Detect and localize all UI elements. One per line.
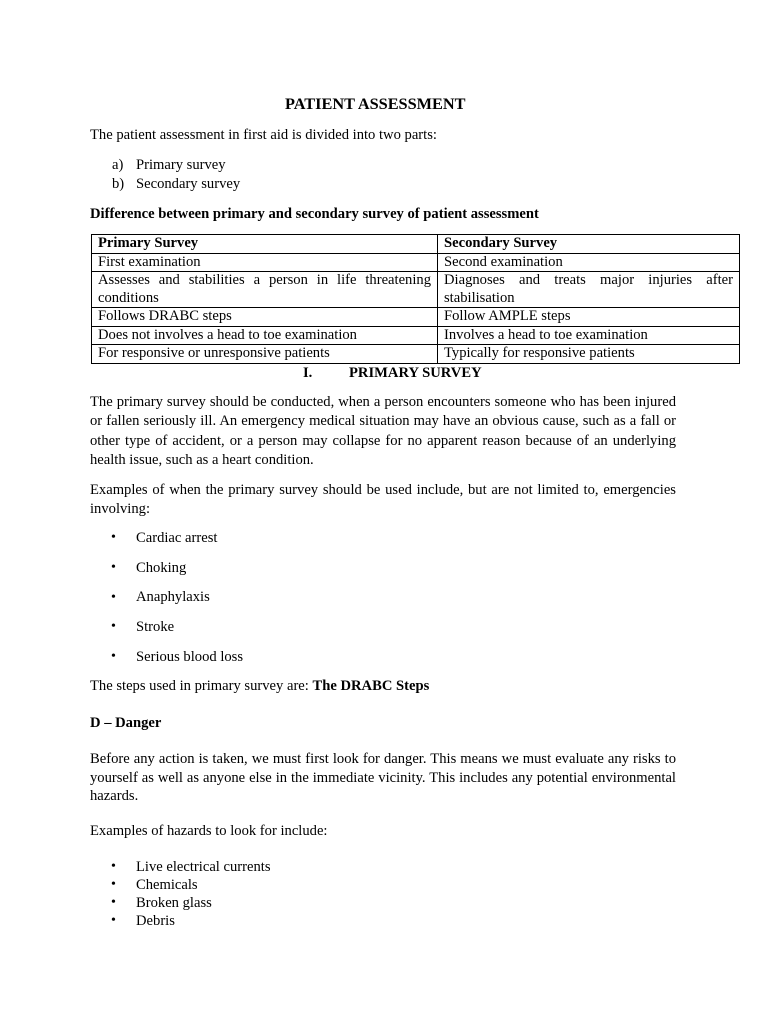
- bullet-icon: •: [111, 895, 116, 910]
- table-cell: Diagnoses and treats major injuries after stabilisation: [438, 272, 740, 308]
- table-row: [92, 326, 740, 345]
- table-row: [92, 308, 740, 327]
- list-item: Serious blood loss: [136, 649, 244, 665]
- danger-paragraph: Before any action is taken, we must first look for danger. This means we must evaluate any risks to yourself as well as anyone else in the immediate vicinity. This includes any potential environmental hazards.: [90, 751, 676, 804]
- table-cell: Follows DRABC steps: [92, 308, 438, 327]
- table-header-primary: Primary Survey: [92, 235, 438, 254]
- list-marker: a): [112, 157, 124, 173]
- bullet-icon: •: [111, 560, 116, 575]
- comparison-table: [91, 234, 740, 364]
- section-title: PRIMARY SURVEY: [349, 365, 482, 381]
- table-cell: Involves a head to toe examination: [438, 326, 740, 345]
- danger-heading: D – Danger: [90, 715, 162, 731]
- table-header-row: [92, 235, 740, 254]
- list-item: Primary survey: [136, 157, 226, 173]
- table-cell: For responsive or unresponsive patients: [92, 345, 438, 364]
- bullet-icon: •: [111, 877, 116, 892]
- list-item: Broken glass: [136, 895, 212, 911]
- table-row: [92, 253, 740, 272]
- steps-bold: The DRABC Steps: [312, 678, 430, 694]
- bullet-icon: •: [111, 913, 116, 928]
- list-item: Anaphylaxis: [136, 589, 210, 605]
- table-cell: Typically for responsive patients: [438, 345, 740, 364]
- list-item: Secondary survey: [136, 176, 241, 192]
- list-item: Cardiac arrest: [136, 530, 218, 546]
- examples-paragraph: Examples of when the primary survey should be used include, but are not limited to, emergencies involving:: [90, 482, 676, 518]
- hazards-intro: Examples of hazards to look for include:: [90, 823, 328, 839]
- bullet-icon: •: [111, 649, 116, 664]
- steps-line: [90, 677, 429, 696]
- table-row: [92, 272, 740, 308]
- intro-text: The patient assessment in first aid is divided into two parts:: [90, 127, 437, 143]
- primary-survey-paragraph: The primary survey should be conducted, when a person encounters someone who has been injured or fallen seriously ill. An emergency medical situation may have an obvious cause, such as a fall or other type of accident, or a person may collapse for no apparent reason because of an underlying health issue, such as a heart condition.: [90, 394, 676, 469]
- list-marker: b): [112, 176, 125, 192]
- list-item: Stroke: [136, 619, 175, 635]
- bullet-icon: •: [111, 590, 116, 605]
- table-cell: First examination: [92, 253, 438, 272]
- table-header-secondary: Secondary Survey: [438, 235, 740, 254]
- list-item: Debris: [136, 913, 175, 929]
- page-title: PATIENT ASSESSMENT: [285, 94, 466, 113]
- difference-heading: Difference between primary and secondary survey of patient assessment: [90, 206, 539, 222]
- section-number: I.: [303, 365, 313, 381]
- bullet-icon: •: [111, 859, 116, 874]
- list-item: Choking: [136, 560, 187, 576]
- table-cell: Second examination: [438, 253, 740, 272]
- table-cell: Follow AMPLE steps: [438, 308, 740, 327]
- table-cell: Assesses and stabilities a person in life threatening conditions: [92, 272, 438, 308]
- table-cell: Does not involves a head to toe examination: [92, 326, 438, 345]
- bullet-icon: •: [111, 530, 116, 545]
- list-item: Live electrical currents: [136, 859, 271, 875]
- steps-text: The steps used in primary survey are:: [90, 678, 313, 694]
- table-row: [92, 345, 740, 364]
- bullet-icon: •: [111, 619, 116, 634]
- list-item: Chemicals: [136, 877, 198, 893]
